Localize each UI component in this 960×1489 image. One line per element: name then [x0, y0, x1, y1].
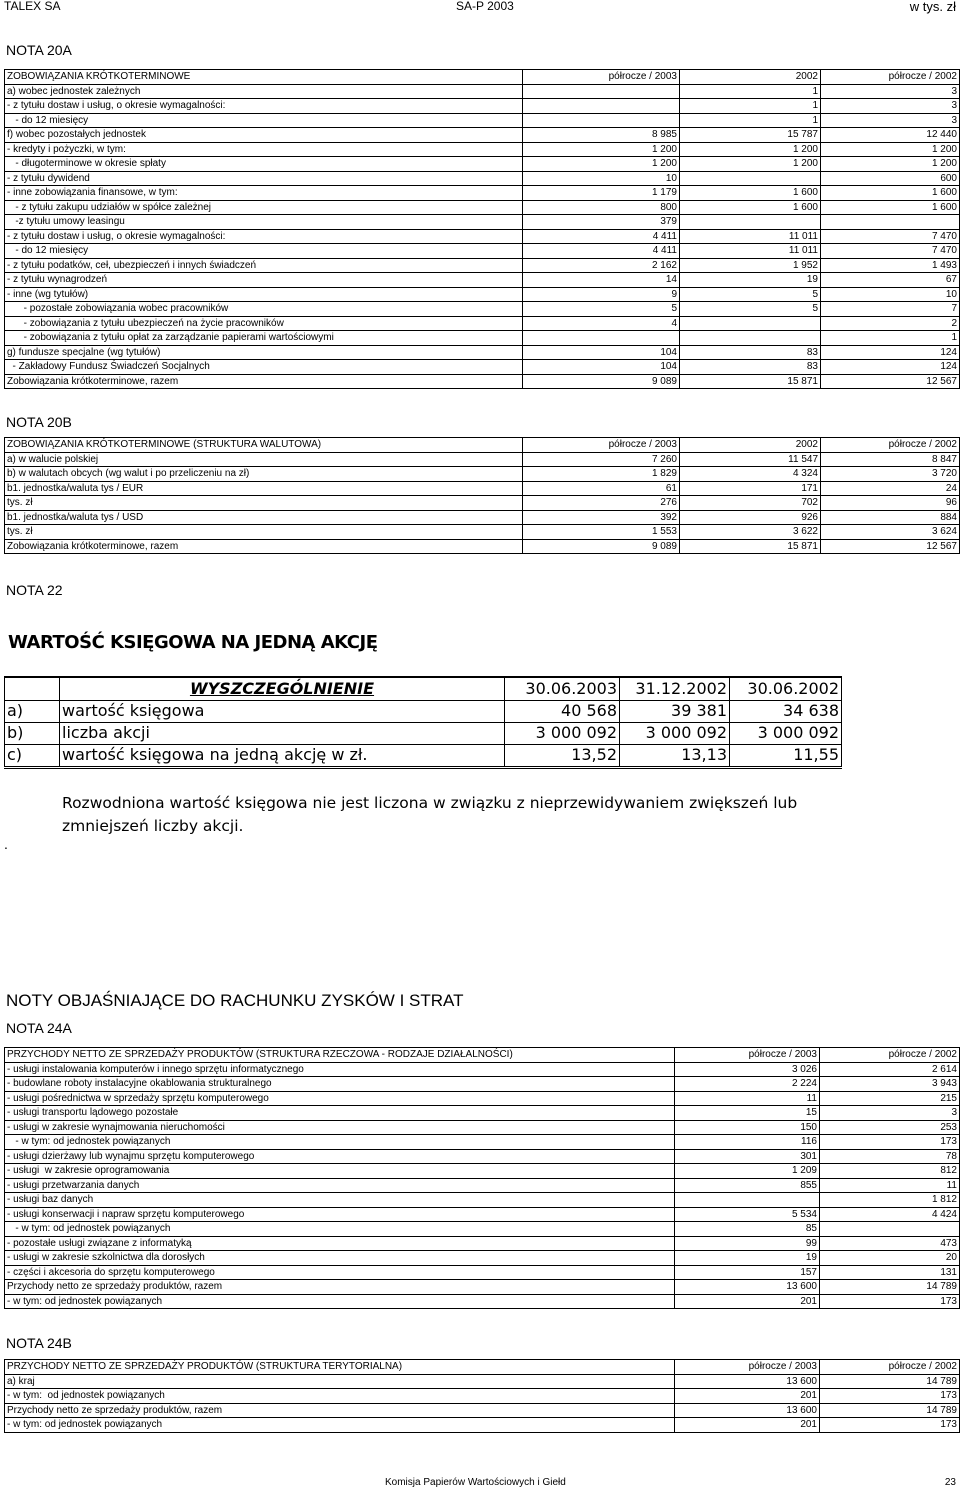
table-row: [5, 360, 960, 375]
row-value: 1 209: [675, 1164, 820, 1179]
table-row: [5, 128, 960, 143]
row-value: [680, 215, 821, 230]
row-label: b) w walutach obcych (wg walut i po przeliczeniu na zł): [5, 467, 523, 482]
row-label: - usługi baz danych: [5, 1193, 675, 1208]
nota-22-heading: WARTOŚĆ KSIĘGOWA NA JEDNĄ AKCJĘ: [8, 632, 378, 653]
row-label: - pozostałe zobowiązania wobec pracowników: [5, 302, 523, 317]
row-value: 1 200: [680, 142, 821, 157]
table-row: [5, 316, 960, 331]
row-label: - w tym: od jednostek powiązanych: [5, 1294, 675, 1309]
row-value: 14 789: [820, 1374, 960, 1389]
nota-24a-title: NOTA 24A: [6, 1020, 72, 1036]
row-value: 96: [821, 496, 960, 511]
row-value: półrocze / 2002: [821, 70, 960, 85]
table-row: [5, 1091, 960, 1106]
table-row: [5, 1403, 960, 1418]
row-value: 116: [675, 1135, 820, 1150]
row-value: 14 789: [820, 1403, 960, 1418]
row-value: 1 829: [523, 467, 680, 482]
row-value: 812: [820, 1164, 960, 1179]
table-row: [5, 1178, 960, 1193]
row-value: 201: [675, 1294, 820, 1309]
row-label: a) kraj: [5, 1374, 675, 1389]
row-value: 473: [820, 1236, 960, 1251]
table-row: [5, 200, 960, 215]
stray-dot: .: [4, 836, 8, 852]
row-value: 1 553: [523, 525, 680, 540]
row-value: 14: [523, 273, 680, 288]
row-value: 1: [680, 99, 821, 114]
row-label: - zobowiązania z tytułu opłat za zarządzanie papierami wartościowymi: [5, 331, 523, 346]
table-row: [5, 1077, 960, 1092]
row-value: 3: [821, 84, 960, 99]
row-value: 1: [821, 331, 960, 346]
row-value: 5: [680, 302, 821, 317]
table-row: [5, 1164, 960, 1179]
table-row: [5, 1222, 960, 1237]
table-row: [5, 1280, 960, 1295]
row-value: 13 600: [675, 1403, 820, 1418]
table-row: [5, 171, 960, 186]
row-value: 39 381: [620, 700, 730, 722]
row-label: ZOBOWIĄZANIA KRÓTKOTERMINOWE (STRUKTURA WALUTOWA): [5, 438, 523, 453]
row-value: 3 624: [821, 525, 960, 540]
row-value: półrocze / 2003: [523, 438, 680, 453]
row-value: 855: [675, 1178, 820, 1193]
table-row: [5, 1062, 960, 1077]
row-value: 12 440: [821, 128, 960, 143]
row-value: [523, 331, 680, 346]
book-value-row-b: [5, 722, 842, 744]
row-label: tys. zł: [5, 496, 523, 511]
row-label: - usługi w zakresie oprogramowania: [5, 1164, 675, 1179]
row-value: 173: [820, 1294, 960, 1309]
table-row: [5, 99, 960, 114]
page-number: 23: [944, 1477, 956, 1488]
row-label: - z tytułu wynagrodzeń: [5, 273, 523, 288]
row-label: - z tytułu dostaw i usług, o okresie wymagalności:: [5, 99, 523, 114]
table-row: [5, 1135, 960, 1150]
row-label: - do 12 miesięcy: [5, 113, 523, 128]
unit-label: w tys. zł: [909, 0, 956, 14]
row-value: 104: [523, 345, 680, 360]
row-label: - usługi w zakresie szkolnictwa dla dorosłych: [5, 1251, 675, 1266]
row-label: a) w walucie polskiej: [5, 452, 523, 467]
nota-24a-table: [4, 1047, 960, 1309]
row-value: 8 847: [821, 452, 960, 467]
row-label: - pozostałe usługi związane z informatyką: [5, 1236, 675, 1251]
row-value: półrocze / 2002: [820, 1360, 960, 1375]
row-value: 5: [523, 302, 680, 317]
nota-24b-title: NOTA 24B: [6, 1335, 72, 1351]
row-label: - do 12 miesięcy: [5, 244, 523, 259]
row-value: 4 424: [820, 1207, 960, 1222]
row-label: - usługi w zakresie wynajmowania nieruchomości: [5, 1120, 675, 1135]
row-value: 884: [821, 510, 960, 525]
row-value: 1 200: [680, 157, 821, 172]
row-value: 157: [675, 1265, 820, 1280]
row-value: 4 411: [523, 229, 680, 244]
row-value: 9 089: [523, 539, 680, 554]
row-label: - z tytułu zakupu udziałów w spółce zależnej: [5, 200, 523, 215]
row-label: Przychody netto ze sprzedaży produktów, razem: [5, 1280, 675, 1295]
row-value: 15 871: [680, 374, 821, 389]
nota-22-title: NOTA 22: [6, 582, 63, 598]
row-value: 11: [675, 1091, 820, 1106]
row-value: 4: [523, 316, 680, 331]
row-value: 3 622: [680, 525, 821, 540]
row-value: [523, 113, 680, 128]
row-label: PRZYCHODY NETTO ZE SPRZEDAŻY PRODUKTÓW (STRUKTURA TERYTORIALNA): [5, 1360, 675, 1375]
row-label: PRZYCHODY NETTO ZE SPRZEDAŻY PRODUKTÓW (STRUKTURA RZECZOWA - RODZAJE DZIAŁALNOŚCI): [5, 1048, 675, 1063]
row-value: 78: [820, 1149, 960, 1164]
header-col-3: 30.06.2002: [730, 677, 842, 700]
header-blank: [5, 677, 60, 700]
row-value: 2 162: [523, 258, 680, 273]
nota-20b-title: NOTA 20B: [6, 414, 72, 430]
row-value: 12 567: [821, 539, 960, 554]
row-label: a) wobec jednostek zależnych: [5, 84, 523, 99]
footer-institution: Komisja Papierów Wartościowych i Giełd: [385, 1477, 566, 1488]
dilution-note: Rozwodniona wartość księgowa nie jest liczona w związku z nieprzewidywaniem zwiększeń lub zmniejszeń liczby akcji.: [62, 794, 798, 835]
row-value: 85: [675, 1222, 820, 1237]
table-row: [5, 1236, 960, 1251]
row-value: 11,55: [730, 744, 842, 767]
table-row: [5, 1120, 960, 1135]
row-value: 7 470: [821, 229, 960, 244]
row-value: 14 789: [820, 1280, 960, 1295]
row-value: 1: [680, 113, 821, 128]
row-value: 124: [821, 345, 960, 360]
table-header-row: [5, 438, 960, 453]
row-value: 9 089: [523, 374, 680, 389]
nota-20a-title: NOTA 20A: [6, 42, 72, 58]
row-value: 379: [523, 215, 680, 230]
row-value: 1 200: [523, 142, 680, 157]
company-name: TALEX SA: [4, 0, 61, 13]
row-value: 201: [675, 1418, 820, 1433]
row-value: 9: [523, 287, 680, 302]
row-value: 1: [680, 84, 821, 99]
table-row: [5, 452, 960, 467]
table-row: [5, 302, 960, 317]
table-row: [5, 1251, 960, 1266]
row-value: 301: [675, 1149, 820, 1164]
row-value: 2002: [680, 70, 821, 85]
row-label: - usługi instalowania komputerów i innego sprzętu informatycznego: [5, 1062, 675, 1077]
row-value: 3 000 092: [505, 722, 620, 744]
row-label: - inne (wg tytułów): [5, 287, 523, 302]
table-row: [5, 142, 960, 157]
row-value: 19: [675, 1251, 820, 1266]
header-col-1: 30.06.2003: [505, 677, 620, 700]
row-value: 131: [820, 1265, 960, 1280]
row-label: - z tytułu dostaw i usług, o okresie wymagalności:: [5, 229, 523, 244]
table-row: [5, 345, 960, 360]
row-label: Zobowiązania krótkoterminowe, razem: [5, 374, 523, 389]
table-row: [5, 467, 960, 482]
row-value: 3 026: [675, 1062, 820, 1077]
row-value: 124: [821, 360, 960, 375]
row-value: 215: [820, 1091, 960, 1106]
row-value: 19: [680, 273, 821, 288]
row-value: 2 224: [675, 1077, 820, 1092]
table-row: [5, 186, 960, 201]
row-value: 3: [820, 1106, 960, 1121]
row-label: b1. jednostka/waluta tys / EUR: [5, 481, 523, 496]
row-value: półrocze / 2002: [820, 1048, 960, 1063]
table-row: [5, 1389, 960, 1404]
table-row: [5, 1193, 960, 1208]
table-row: [5, 287, 960, 302]
row-value: 40 568: [505, 700, 620, 722]
row-label: Przychody netto ze sprzedaży produktów, razem: [5, 1403, 675, 1418]
row-value: 13 600: [675, 1280, 820, 1295]
row-value: 11 011: [680, 244, 821, 259]
row-label: wartość księgowa na jedną akcję w zł.: [60, 744, 505, 767]
row-label: - z tytułu dywidend: [5, 171, 523, 186]
row-value: 173: [820, 1389, 960, 1404]
row-label: f) wobec pozostałych jednostek: [5, 128, 523, 143]
book-value-header-row: [5, 677, 842, 700]
table-header-row: [5, 1048, 960, 1063]
nota-24b-table: [4, 1359, 960, 1433]
table-row: [5, 1149, 960, 1164]
row-label: tys. zł: [5, 525, 523, 540]
table-row: [5, 229, 960, 244]
row-value: 7 470: [821, 244, 960, 259]
table-row: [5, 244, 960, 259]
row-value: 15: [675, 1106, 820, 1121]
row-value: 1 179: [523, 186, 680, 201]
row-value: 11: [820, 1178, 960, 1193]
row-value: 702: [680, 496, 821, 511]
row-label: ZOBOWIĄZANIA KRÓTKOTERMINOWE: [5, 70, 523, 85]
row-label: - usługi transportu lądowego pozostałe: [5, 1106, 675, 1121]
row-value: 4 324: [680, 467, 821, 482]
row-label: - usługi dzierżawy lub wynajmu sprzętu komputerowego: [5, 1149, 675, 1164]
row-label: liczba akcji: [60, 722, 505, 744]
header-col-2: 31.12.2002: [620, 677, 730, 700]
row-value: 15 871: [680, 539, 821, 554]
row-value: 8 985: [523, 128, 680, 143]
header-label: WYSZCZEGÓLNIENIE: [60, 677, 505, 700]
table-row: [5, 496, 960, 511]
row-value: 4 411: [523, 244, 680, 259]
row-value: 7: [821, 302, 960, 317]
row-value: półrocze / 2002: [821, 438, 960, 453]
row-value: 1 200: [523, 157, 680, 172]
row-label: wartość księgowa: [60, 700, 505, 722]
table-row: [5, 157, 960, 172]
row-value: 1 952: [680, 258, 821, 273]
table-row: [5, 1207, 960, 1222]
row-value: półrocze / 2003: [523, 70, 680, 85]
row-letter: a): [5, 700, 60, 722]
table-row: [5, 510, 960, 525]
row-value: [680, 331, 821, 346]
row-value: 20: [820, 1251, 960, 1266]
row-label: - usługi pośrednictwa w sprzedaży sprzętu komputerowego: [5, 1091, 675, 1106]
row-value: 276: [523, 496, 680, 511]
row-value: 1 812: [820, 1193, 960, 1208]
row-value: 1 600: [680, 186, 821, 201]
row-value: 104: [523, 360, 680, 375]
row-value: [820, 1222, 960, 1237]
row-label: - w tym: od jednostek powiązanych: [5, 1222, 675, 1237]
row-label: - w tym: od jednostek powiązanych: [5, 1389, 675, 1404]
row-value: 13,13: [620, 744, 730, 767]
row-label: - długoterminowe w okresie spłaty: [5, 157, 523, 172]
row-value: 1 600: [821, 186, 960, 201]
row-value: 3: [821, 113, 960, 128]
row-value: 13,52: [505, 744, 620, 767]
row-value: 1 600: [821, 200, 960, 215]
table-row: [5, 539, 960, 554]
row-value: 3: [821, 99, 960, 114]
row-label: - usługi przetwarzania danych: [5, 1178, 675, 1193]
row-label: - inne zobowiązania finansowe, w tym:: [5, 186, 523, 201]
row-label: - zobowiązania z tytułu ubezpieczeń na życie pracowników: [5, 316, 523, 331]
table-header-row: [5, 70, 960, 85]
row-value: 201: [675, 1389, 820, 1404]
row-value: 926: [680, 510, 821, 525]
book-value-table: [4, 676, 842, 769]
row-value: 34 638: [730, 700, 842, 722]
row-label: - w tym: od jednostek powiązanych: [5, 1418, 675, 1433]
table-row: [5, 258, 960, 273]
table-header-row: [5, 1360, 960, 1375]
book-value-row-a: [5, 700, 842, 722]
row-value: 173: [820, 1135, 960, 1150]
row-value: 1 600: [680, 200, 821, 215]
row-label: b1. jednostka/waluta tys / USD: [5, 510, 523, 525]
row-label: -z tytułu umowy leasingu: [5, 215, 523, 230]
table-row: [5, 113, 960, 128]
row-value: 13 600: [675, 1374, 820, 1389]
table-row: [5, 1294, 960, 1309]
row-value: 171: [680, 481, 821, 496]
table-row: [5, 84, 960, 99]
row-value: 24: [821, 481, 960, 496]
row-value: [821, 215, 960, 230]
row-value: 150: [675, 1120, 820, 1135]
row-value: 83: [680, 345, 821, 360]
row-value: 10: [821, 287, 960, 302]
row-value: 2002: [680, 438, 821, 453]
row-value: 3 943: [820, 1077, 960, 1092]
row-value: półrocze / 2003: [675, 1360, 820, 1375]
row-label: g) fundusze specjalne (wg tytułów): [5, 345, 523, 360]
row-label: - Zakładowy Fundusz Świadczeń Socjalnych: [5, 360, 523, 375]
row-value: 67: [821, 273, 960, 288]
row-value: 15 787: [680, 128, 821, 143]
table-row: [5, 1374, 960, 1389]
row-value: 800: [523, 200, 680, 215]
row-value: 1 200: [821, 157, 960, 172]
row-value: 1 200: [821, 142, 960, 157]
table-row: [5, 481, 960, 496]
table-row: [5, 331, 960, 346]
row-value: 11 011: [680, 229, 821, 244]
row-label: - budowlane roboty instalacyjne okablowania strukturalnego: [5, 1077, 675, 1092]
report-name: SA-P 2003: [456, 0, 514, 13]
row-value: 5 534: [675, 1207, 820, 1222]
row-value: 10: [523, 171, 680, 186]
row-label: - w tym: od jednostek powiązanych: [5, 1135, 675, 1150]
row-value: [523, 99, 680, 114]
row-letter: c): [5, 744, 60, 767]
section-title: NOTY OBJAŚNIAJĄCE DO RACHUNKU ZYSKÓW I STRAT: [6, 991, 464, 1010]
row-value: półrocze / 2003: [675, 1048, 820, 1063]
row-label: Zobowiązania krótkoterminowe, razem: [5, 539, 523, 554]
nota-20b-table: [4, 437, 960, 554]
row-value: [680, 171, 821, 186]
row-value: 392: [523, 510, 680, 525]
table-row: [5, 215, 960, 230]
row-value: 173: [820, 1418, 960, 1433]
row-value: 7 260: [523, 452, 680, 467]
table-row: [5, 1106, 960, 1121]
row-value: 99: [675, 1236, 820, 1251]
row-value: 253: [820, 1120, 960, 1135]
row-letter: b): [5, 722, 60, 744]
table-row: [5, 374, 960, 389]
row-value: [675, 1193, 820, 1208]
row-label: - z tytułu podatków, ceł, ubezpieczeń i innych świadczeń: [5, 258, 523, 273]
table-row: [5, 1418, 960, 1433]
row-value: 1 493: [821, 258, 960, 273]
row-value: [523, 84, 680, 99]
row-value: 12 567: [821, 374, 960, 389]
row-value: 5: [680, 287, 821, 302]
table-row: [5, 1265, 960, 1280]
row-value: 2: [821, 316, 960, 331]
row-value: 600: [821, 171, 960, 186]
row-label: - kredyty i pożyczki, w tym:: [5, 142, 523, 157]
table-row: [5, 273, 960, 288]
row-value: 83: [680, 360, 821, 375]
row-value: [680, 316, 821, 331]
row-value: 3 000 092: [620, 722, 730, 744]
table-row: [5, 525, 960, 540]
book-value-row-c: [5, 744, 842, 767]
row-value: 3 000 092: [730, 722, 842, 744]
row-value: 61: [523, 481, 680, 496]
row-value: 11 547: [680, 452, 821, 467]
nota-20a-table: [4, 69, 960, 389]
row-label: - części i akcesoria do sprzętu komputerowego: [5, 1265, 675, 1280]
row-value: 2 614: [820, 1062, 960, 1077]
row-label: - usługi konserwacji i napraw sprzętu komputerowego: [5, 1207, 675, 1222]
row-value: 3 720: [821, 467, 960, 482]
